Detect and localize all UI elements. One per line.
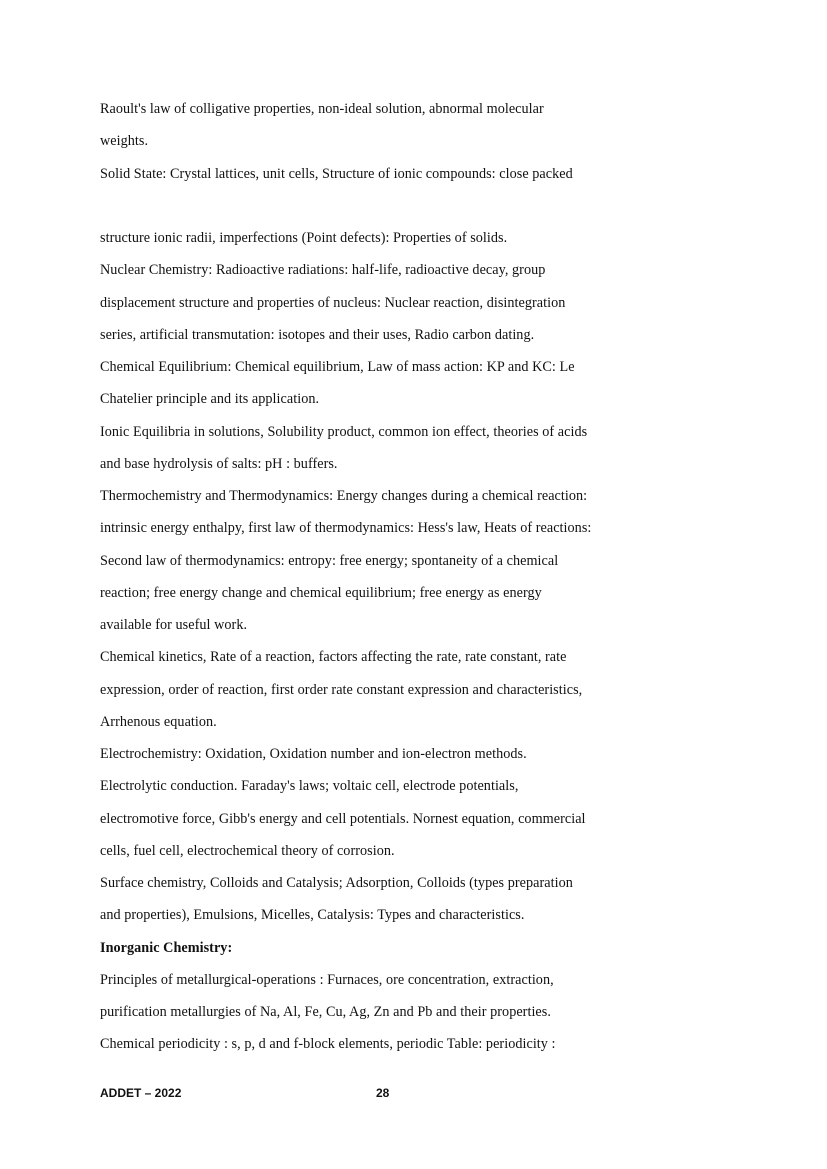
text-line: Chatelier principle and its application. [100, 391, 320, 407]
text-line: Surface chemistry, Colloids and Catalysis; Adsorption, Colloids (types preparation [100, 875, 573, 891]
text-line: electromotive force, Gibb's energy and cell potentials. Nornest equation, commercial [100, 811, 586, 827]
text-line: Chemical Equilibrium: Chemical equilibrium, Law of mass action: KP and KC: Le [100, 359, 575, 375]
text-line: Principles of metallurgical-operations : Furnaces, ore concentration, extraction, [100, 972, 554, 988]
text-line: Second law of thermodynamics: entropy: free energy; spontaneity of a chemical [100, 553, 559, 569]
text-line: expression, order of reaction, first order rate constant expression and characteristics, [100, 682, 583, 698]
text-line: Thermochemistry and Thermodynamics: Energy changes during a chemical reaction: [100, 488, 588, 504]
text-line: weights. [100, 133, 149, 149]
section-heading: Inorganic Chemistry: [100, 940, 233, 956]
text-line: Solid State: Crystal lattices, unit cells, Structure of ionic compounds: close packed [100, 166, 573, 182]
text-line: reaction; free energy change and chemical equilibrium; free energy as energy [100, 585, 542, 601]
text-line: Nuclear Chemistry: Radioactive radiations: half-life, radioactive decay, group [100, 262, 546, 278]
text-line: purification metallurgies of Na, Al, Fe, Cu, Ag, Zn and Pb and their properties. [100, 1004, 551, 1020]
text-line: structure ionic radii, imperfections (Point defects): Properties of solids. [100, 230, 508, 246]
text-line: Electrochemistry: Oxidation, Oxidation number and ion-electron methods. [100, 746, 527, 762]
text-line: Electrolytic conduction. Faraday's laws; voltaic cell, electrode potentials, [100, 778, 519, 794]
text-line: displacement structure and properties of nucleus: Nuclear reaction, disintegration [100, 295, 566, 311]
page-number: 28 [376, 1086, 390, 1100]
text-line: and properties), Emulsions, Micelles, Catalysis: Types and characteristics. [100, 907, 525, 923]
text-line: Chemical kinetics, Rate of a reaction, factors affecting the rate, rate constant, rate [100, 649, 567, 665]
text-line: intrinsic energy enthalpy, first law of thermodynamics: Hess's law, Heats of reactions: [100, 520, 592, 536]
text-line: Arrhenous equation. [100, 714, 217, 730]
text-line: and base hydrolysis of salts: pH : buffers. [100, 456, 338, 472]
text-line: available for useful work. [100, 617, 248, 633]
text-line: Ionic Equilibria in solutions, Solubility product, common ion effect, theories of acids [100, 424, 588, 440]
text-line: cells, fuel cell, electrochemical theory of corrosion. [100, 843, 395, 859]
text-line: Raoult's law of colligative properties, non-ideal solution, abnormal molecular [100, 101, 544, 117]
footer-title: ADDET – 2022 [100, 1086, 182, 1100]
text-line: series, artificial transmutation: isotopes and their uses, Radio carbon dating. [100, 327, 535, 343]
text-line: Chemical periodicity : s, p, d and f-block elements, periodic Table: periodicity : [100, 1036, 556, 1052]
